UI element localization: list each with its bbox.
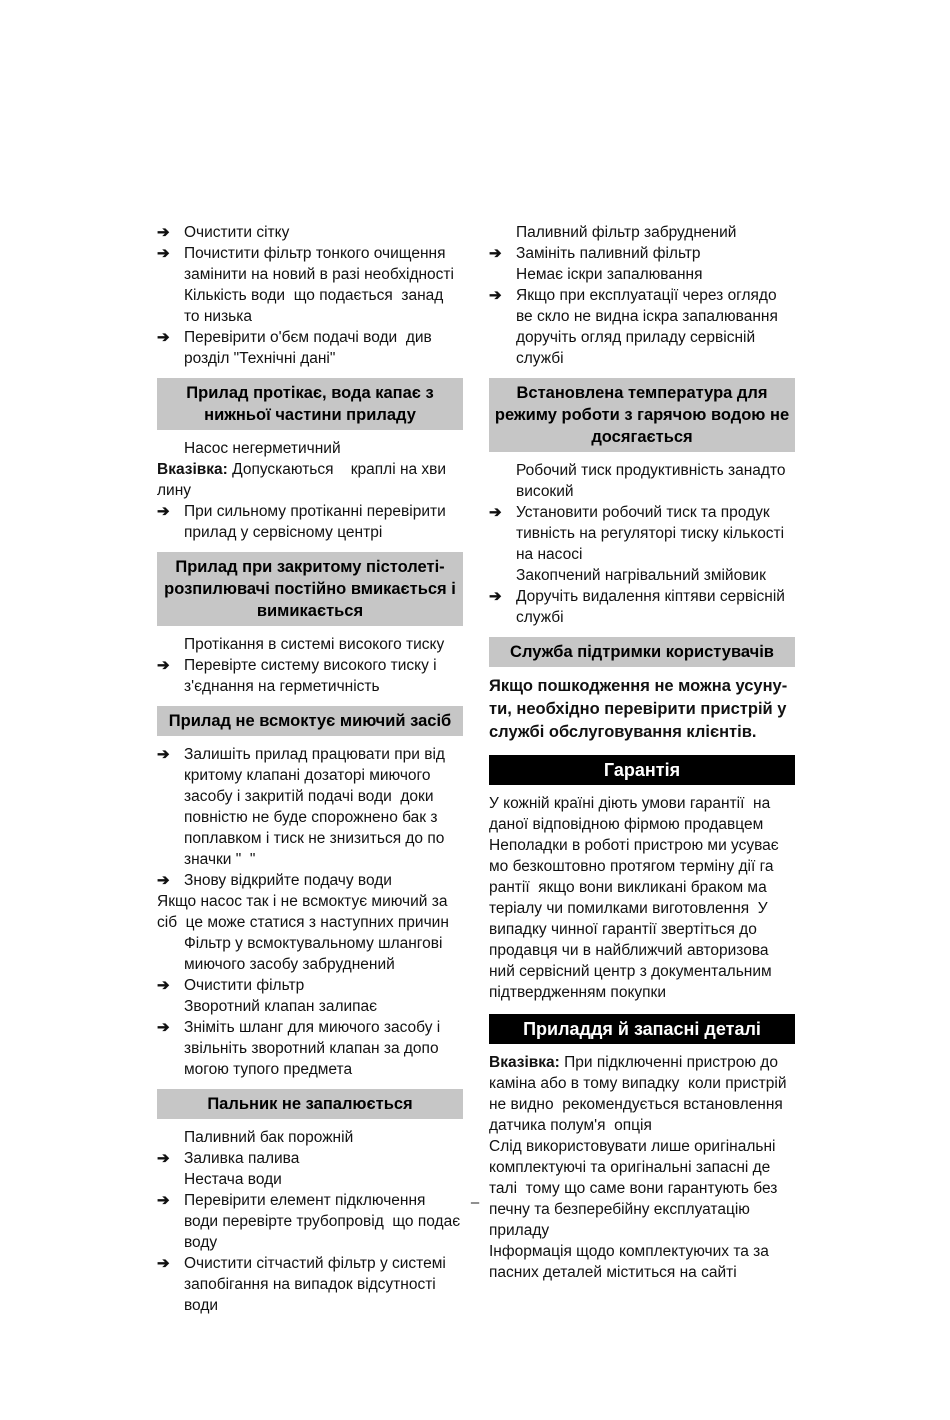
troubleshooting-list: [157, 501, 463, 543]
action-item: [157, 327, 463, 369]
cause-text: Кількість води що подається занад то низька: [184, 287, 448, 325]
cause-item: [489, 222, 795, 243]
cause-text: Немає іскри запалювання: [516, 266, 703, 283]
troubleshooting-list: [489, 222, 795, 369]
right-column: [489, 222, 795, 1283]
action-item: [489, 502, 795, 565]
action-item: [157, 243, 463, 285]
troubleshooting-list: [157, 634, 463, 697]
cause-text: Насос негерметичний: [184, 440, 341, 457]
action-item: [157, 744, 463, 870]
cause-item: [157, 634, 463, 655]
cause-item: [157, 438, 463, 459]
cause-item: [489, 460, 795, 502]
arrow-icon: ➔: [157, 746, 170, 763]
note-paragraph: [489, 1052, 795, 1136]
action-item: [489, 243, 795, 264]
troubleshooting-list: [157, 222, 463, 369]
action-item: [157, 222, 463, 243]
arrow-icon: ➔: [157, 1019, 170, 1036]
action-text: Замініть паливний фільтр: [516, 245, 701, 262]
note-lead: Вказівка:: [157, 461, 228, 478]
action-text: Зніміть шланг для миючого засобу і звільніть зворотний клапан за допо могою тупого предмета: [184, 1019, 445, 1078]
action-text: При сильному протіканні перевірити прилад у сервісному центрі: [184, 503, 451, 541]
arrow-icon: ➔: [157, 1150, 170, 1167]
note-text: Допускаються краплі на хви лину: [157, 461, 451, 499]
arrow-icon: ➔: [157, 872, 170, 889]
action-item: [157, 501, 463, 543]
left-column: [157, 222, 463, 1316]
action-item: [489, 586, 795, 628]
section-header-dark: Гарантія: [489, 755, 795, 785]
action-text: Установити робочий тиск та продук тивність на регуляторі тиску кількості на насосі: [516, 504, 789, 563]
cause-text: Закопчений нагрівальний змійовик: [516, 567, 766, 584]
action-item: [157, 655, 463, 697]
troubleshooting-list: [157, 1127, 463, 1316]
arrow-icon: ➔: [157, 657, 170, 674]
troubleshooting-list: [157, 933, 463, 1080]
cause-item: [489, 264, 795, 285]
section-header: Прилад не всмоктує миючий засіб: [157, 706, 463, 736]
troubleshooting-list: [157, 744, 463, 891]
cause-text: Протікання в системі високого тиску: [184, 636, 445, 653]
arrow-icon: ➔: [489, 287, 502, 304]
arrow-icon: ➔: [157, 329, 170, 346]
section-header: Пальник не запалюється: [157, 1089, 463, 1119]
arrow-icon: ➔: [157, 245, 170, 262]
arrow-icon: ➔: [157, 503, 170, 520]
cause-item: [157, 285, 463, 327]
action-item: [157, 1148, 463, 1169]
arrow-icon: ➔: [157, 1192, 170, 1209]
arrow-icon: ➔: [157, 977, 170, 994]
arrow-icon: ➔: [489, 245, 502, 262]
arrow-icon: ➔: [489, 588, 502, 605]
action-text: Почистити фільтр тонкого очищення замінити на новий в разі необхідності: [184, 245, 454, 283]
section-header: Встановлена температура для режиму роботи з гарячою водою не досягається: [489, 378, 795, 452]
cause-item: [157, 1169, 463, 1190]
note-lead: Вказівка:: [489, 1054, 560, 1071]
action-text: Перевірити о'бєм подачі води див розділ "Технічні дані": [184, 329, 437, 367]
cause-item: [489, 565, 795, 586]
cause-text: Паливний бак порожній: [184, 1129, 354, 1146]
action-text: Залишіть прилад працювати при від критому клапані дозаторі миючого засобу і закритій подачі води доки повністю не буде спорожнено бак з поплавком і тиск не знизиться до по значки " ": [184, 746, 450, 868]
troubleshooting-list: [489, 460, 795, 628]
arrow-icon: ➔: [157, 224, 170, 241]
action-text: Очистити сітку: [184, 224, 290, 241]
body-paragraph: Слід використовувати лише оригінальні комплектуючі та оригінальні запасні де талі тому що саме вони гарантують без печну та безперебійну експлуатацію приладу: [489, 1138, 782, 1239]
action-text: Знову відкрийте подачу води: [184, 872, 392, 889]
cause-text: Паливний фільтр забруднений: [516, 224, 737, 241]
body-paragraph: Якщо насос так і не всмоктує миючий за сіб це може статися з наступних причин: [157, 893, 452, 931]
action-text: Перевірте систему високого тиску і з'єднання на герметичність: [184, 657, 441, 695]
cause-text: Фільтр у всмоктувальному шлангові миючого засобу забруднений: [184, 935, 447, 973]
action-item: [157, 1017, 463, 1080]
action-item: [157, 1253, 463, 1316]
action-text: Перевірити елемент підключення води перевірте трубопровід що подає воду: [184, 1192, 465, 1251]
customer-service-note: Якщо пошкодження не можна усуну-ти, необхідно перевірити пристрій у службі обслуговування клієнтів.: [489, 677, 792, 741]
troubleshooting-list: [157, 438, 463, 459]
action-text: Заливка палива: [184, 1150, 300, 1167]
section-header-dark: Приладдя й запасні деталі: [489, 1014, 795, 1044]
action-text: Доручіть видалення кіптяви сервісній службі: [516, 588, 790, 626]
action-item: [157, 870, 463, 891]
cause-item: [157, 996, 463, 1017]
section-header: Служба підтримки користувачів: [489, 637, 795, 667]
cause-text: Нестача води: [184, 1171, 282, 1188]
page-number-mark: –: [470, 1194, 480, 1211]
cause-text: Робочий тиск продуктивність занадто високий: [516, 462, 790, 500]
action-item: [489, 285, 795, 369]
section-header: Прилад протікає, вода капає з нижньої частини приладу: [157, 378, 463, 430]
action-item: [157, 975, 463, 996]
note-text: При підключенні пристрою до каміна або в тому випадку коли пристрій не видно рекомендується встановлення датчика полум'я опція: [489, 1054, 791, 1134]
cause-text: Зворотний клапан залипає: [184, 998, 378, 1015]
arrow-icon: ➔: [157, 1255, 170, 1272]
arrow-icon: ➔: [489, 504, 502, 521]
section-header: Прилад при закритому пістолеті-розпилювачі постійно вмикається і вимикається: [157, 552, 463, 626]
action-text: Очистити фільтр: [184, 977, 305, 994]
body-paragraph: Інформація щодо комплектуючих та за пасних деталей міститься на сайті: [489, 1243, 774, 1281]
action-text: Якщо при експлуатації через оглядо ве скло не видна іскра запалювання доручіть огляд приладу сервісній службі: [516, 287, 783, 367]
cause-item: [157, 933, 463, 975]
warranty-paragraph: У кожній країні діють умови гарантії на даної відповідною фірмою продавцем Неполадки в роботі пристрою ми усуває мо безкоштовно протягом терміну дії га рантії якщо вони викликані браком ма теріалу чи помилками виготовлення У випадку чинної гарантії звертіться до продавця чи в найближчий авторизова ний сервісний центр з документальним підтвердженням покупки: [489, 795, 784, 1001]
action-text: Очистити сітчастий фільтр у системі запобігання на випадок відсутності води: [184, 1255, 451, 1314]
cause-item: [157, 1127, 463, 1148]
note-paragraph: [157, 459, 463, 501]
